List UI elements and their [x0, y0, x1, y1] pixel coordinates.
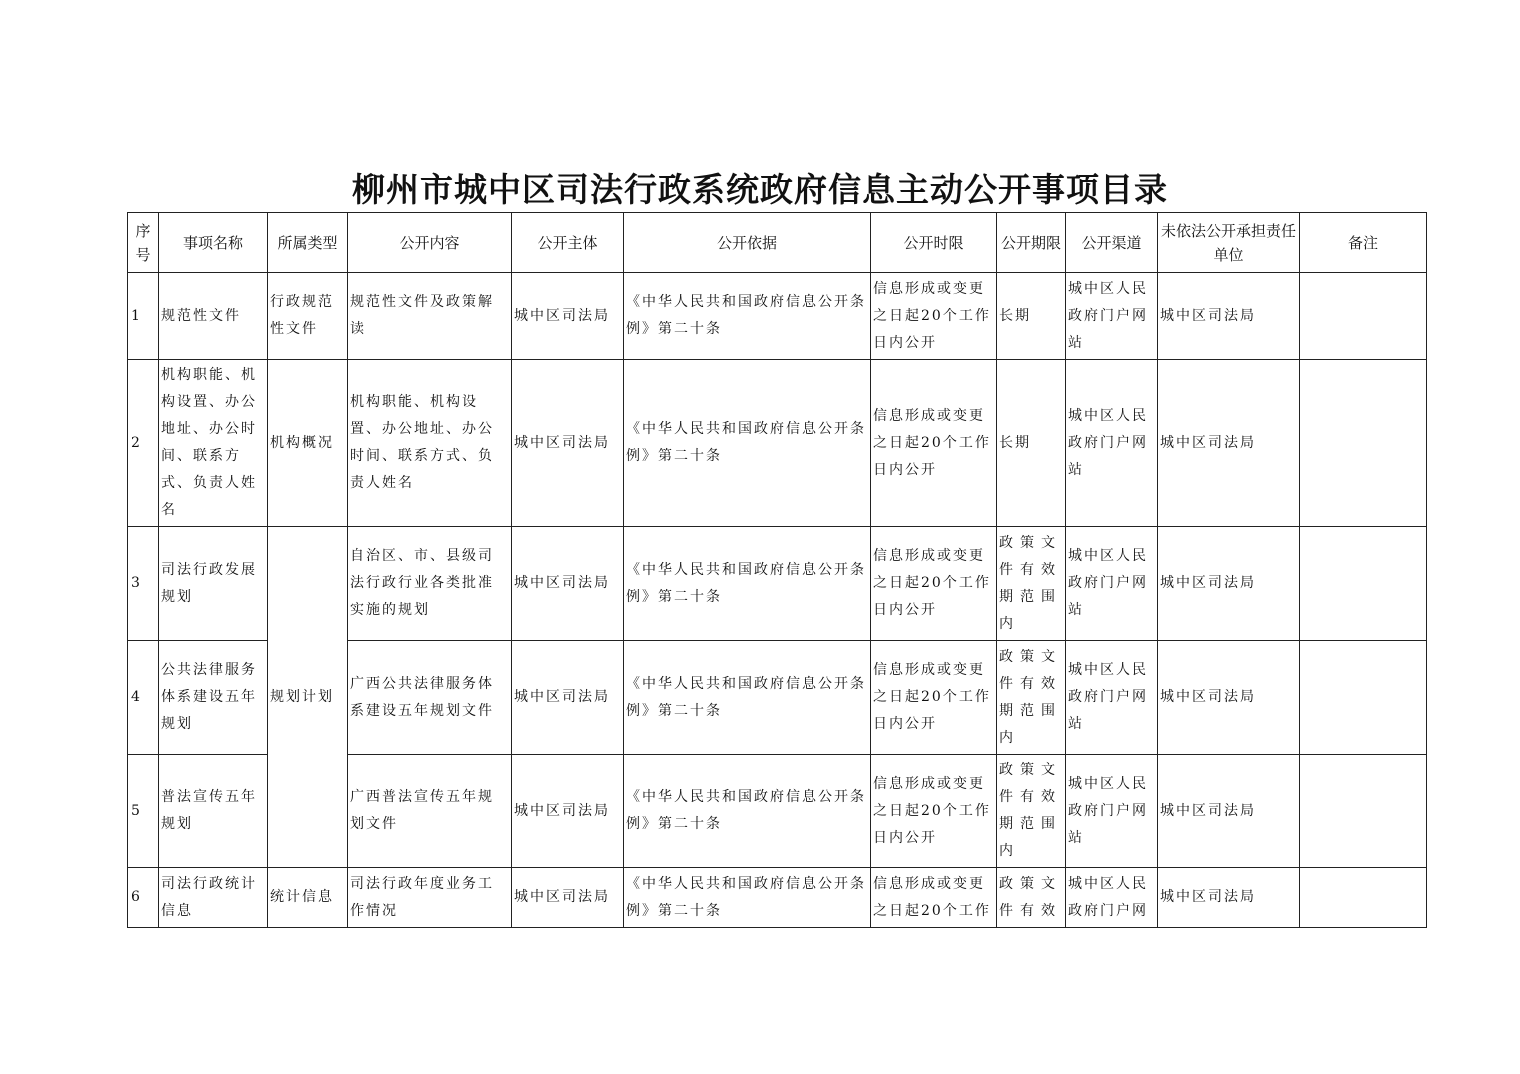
cell-type: 统计信息 — [268, 868, 348, 928]
cell-responsible: 城中区司法局 — [1158, 868, 1300, 928]
cell-content: 机构职能、机构设置、办公地址、办公时间、联系方式、负责人姓名 — [348, 360, 512, 527]
page-title: 柳州市城中区司法行政系统政府信息主动公开事项目录 — [352, 170, 1168, 209]
table-row — [128, 273, 1427, 360]
cell-responsible: 城中区司法局 — [1158, 360, 1300, 527]
cell-remark — [1300, 868, 1427, 928]
cell-type: 机构概况 — [268, 360, 348, 527]
header-name: 事项名称 — [159, 213, 268, 273]
cell-type-merged: 规划计划 — [268, 527, 348, 868]
header-type: 所属类型 — [268, 213, 348, 273]
cell-channel: 城中区人民政府门户网站 — [1066, 527, 1158, 641]
header-timing: 公开时限 — [871, 213, 997, 273]
header-responsible: 未依法公开承担责任单位 — [1158, 213, 1300, 273]
cell-seq: 2 — [128, 360, 159, 527]
table-row — [128, 868, 1427, 928]
cell-subject: 城中区司法局 — [512, 360, 624, 527]
cell-content: 广西公共法律服务体系建设五年规划文件 — [348, 641, 512, 755]
cell-content: 规范性文件及政策解读 — [348, 273, 512, 360]
cell-name: 机构职能、机构设置、办公地址、办公时间、联系方式、负责人姓名 — [159, 360, 268, 527]
cell-seq: 5 — [128, 755, 159, 868]
header-period: 公开期限 — [997, 213, 1066, 273]
cell-type: 行政规范性文件 — [268, 273, 348, 360]
cell-timing: 信息形成或变更之日起20个工作日内公开 — [871, 527, 997, 641]
header-content: 公开内容 — [348, 213, 512, 273]
cell-timing: 信息形成或变更之日起20个工作日内公开 — [871, 641, 997, 755]
cell-period: 政策文件有效 — [997, 868, 1066, 928]
cell-period: 长期 — [997, 360, 1066, 527]
cell-channel: 城中区人民政府门户网站 — [1066, 273, 1158, 360]
cell-channel: 城中区人民政府门户网站 — [1066, 641, 1158, 755]
cell-basis: 《中华人民共和国政府信息公开条例》第二十条 — [624, 273, 871, 360]
table-row — [128, 360, 1427, 527]
header-seq: 序号 — [128, 213, 159, 273]
cell-basis: 《中华人民共和国政府信息公开条例》第二十条 — [624, 641, 871, 755]
cell-basis: 《中华人民共和国政府信息公开条例》第二十条 — [624, 527, 871, 641]
cell-channel: 城中区人民政府门户网 — [1066, 868, 1158, 928]
cell-seq: 4 — [128, 641, 159, 755]
cell-seq: 3 — [128, 527, 159, 641]
cell-remark — [1300, 641, 1427, 755]
cell-period: 长期 — [997, 273, 1066, 360]
cell-channel: 城中区人民政府门户网站 — [1066, 360, 1158, 527]
cell-timing: 信息形成或变更之日起20个工作日内公开 — [871, 360, 997, 527]
cell-basis: 《中华人民共和国政府信息公开条例》第二十条 — [624, 755, 871, 868]
cell-remark — [1300, 527, 1427, 641]
cell-responsible: 城中区司法局 — [1158, 755, 1300, 868]
cell-timing: 信息形成或变更之日起20个工作日内公开 — [871, 755, 997, 868]
header-channel: 公开渠道 — [1066, 213, 1158, 273]
cell-subject: 城中区司法局 — [512, 641, 624, 755]
header-basis: 公开依据 — [624, 213, 871, 273]
cell-subject: 城中区司法局 — [512, 527, 624, 641]
header-subject: 公开主体 — [512, 213, 624, 273]
cell-timing: 信息形成或变更之日起20个工作 — [871, 868, 997, 928]
table-header-row — [128, 213, 1427, 273]
table-row — [128, 527, 1427, 641]
cell-name: 规范性文件 — [159, 273, 268, 360]
cell-responsible: 城中区司法局 — [1158, 641, 1300, 755]
cell-seq: 6 — [128, 868, 159, 928]
cell-name: 司法行政发展规划 — [159, 527, 268, 641]
cell-period: 政策文件有效期范围内 — [997, 527, 1066, 641]
cell-responsible: 城中区司法局 — [1158, 273, 1300, 360]
cell-name: 司法行政统计信息 — [159, 868, 268, 928]
cell-basis: 《中华人民共和国政府信息公开条例》第二十条 — [624, 868, 871, 928]
cell-timing: 信息形成或变更之日起20个工作日内公开 — [871, 273, 997, 360]
cell-channel: 城中区人民政府门户网站 — [1066, 755, 1158, 868]
disclosure-catalog-table — [127, 212, 1427, 928]
cell-content: 自治区、市、县级司法行政行业各类批准实施的规划 — [348, 527, 512, 641]
cell-remark — [1300, 360, 1427, 527]
cell-name: 普法宣传五年规划 — [159, 755, 268, 868]
cell-name: 公共法律服务体系建设五年规划 — [159, 641, 268, 755]
cell-content: 司法行政年度业务工作情况 — [348, 868, 512, 928]
cell-remark — [1300, 273, 1427, 360]
cell-basis: 《中华人民共和国政府信息公开条例》第二十条 — [624, 360, 871, 527]
cell-content: 广西普法宣传五年规划文件 — [348, 755, 512, 868]
cell-subject: 城中区司法局 — [512, 868, 624, 928]
cell-remark — [1300, 755, 1427, 868]
cell-subject: 城中区司法局 — [512, 755, 624, 868]
cell-period: 政策文件有效期范围内 — [997, 755, 1066, 868]
cell-subject: 城中区司法局 — [512, 273, 624, 360]
cell-period: 政策文件有效期范围内 — [997, 641, 1066, 755]
header-remark: 备注 — [1300, 213, 1427, 273]
cell-seq: 1 — [128, 273, 159, 360]
cell-responsible: 城中区司法局 — [1158, 527, 1300, 641]
